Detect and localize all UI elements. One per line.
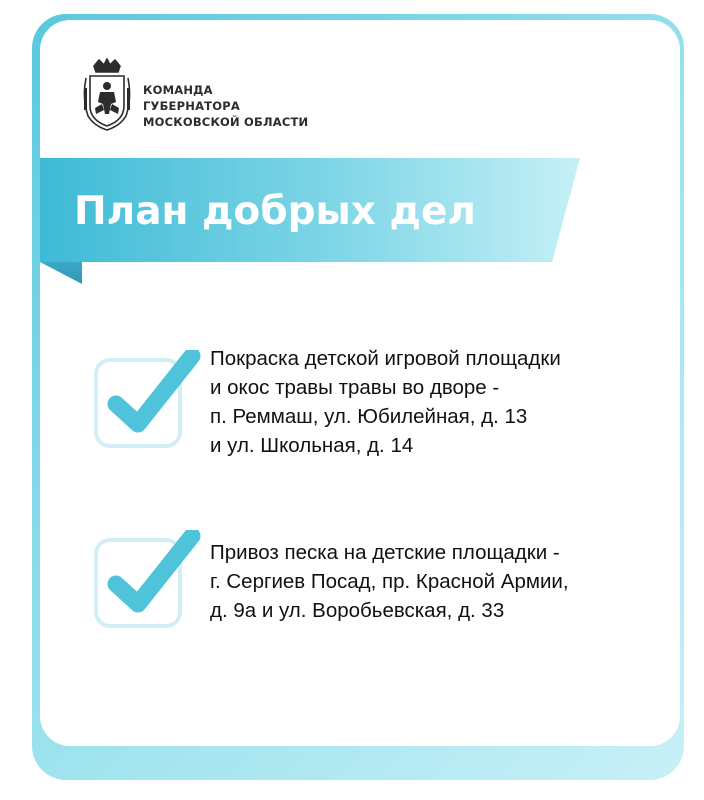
coat-of-arms-logo — [80, 58, 134, 132]
checkmark-icon — [94, 530, 204, 640]
task-description — [210, 344, 561, 460]
task-description — [210, 538, 569, 625]
org-name-line-3: МОСКОВСКОЙ ОБЛАСТИ — [143, 115, 309, 129]
task-line: Покраска детской игровой площадки — [210, 347, 561, 370]
task-line: и окос травы травы во дворе - — [210, 376, 500, 399]
task-item — [94, 538, 674, 638]
task-line: и ул. Школьная, д. 14 — [210, 434, 414, 457]
banner-title: План добрых дел — [74, 189, 476, 234]
task-item — [94, 344, 674, 464]
task-line: Привоз песка на детские площадки - — [210, 541, 560, 564]
checkmark-icon — [94, 350, 204, 460]
org-name-line-2: ГУБЕРНАТОРА — [143, 99, 240, 113]
task-line: д. 9а и ул. Воробьевская, д. 33 — [210, 599, 505, 622]
task-line: п. Реммаш, ул. Юбилейная, д. 13 — [210, 405, 528, 428]
org-name-line-1: КОМАНДА — [143, 83, 213, 97]
task-line: г. Сергиев Посад, пр. Красной Армии, — [210, 570, 569, 593]
organization-name — [143, 82, 308, 130]
